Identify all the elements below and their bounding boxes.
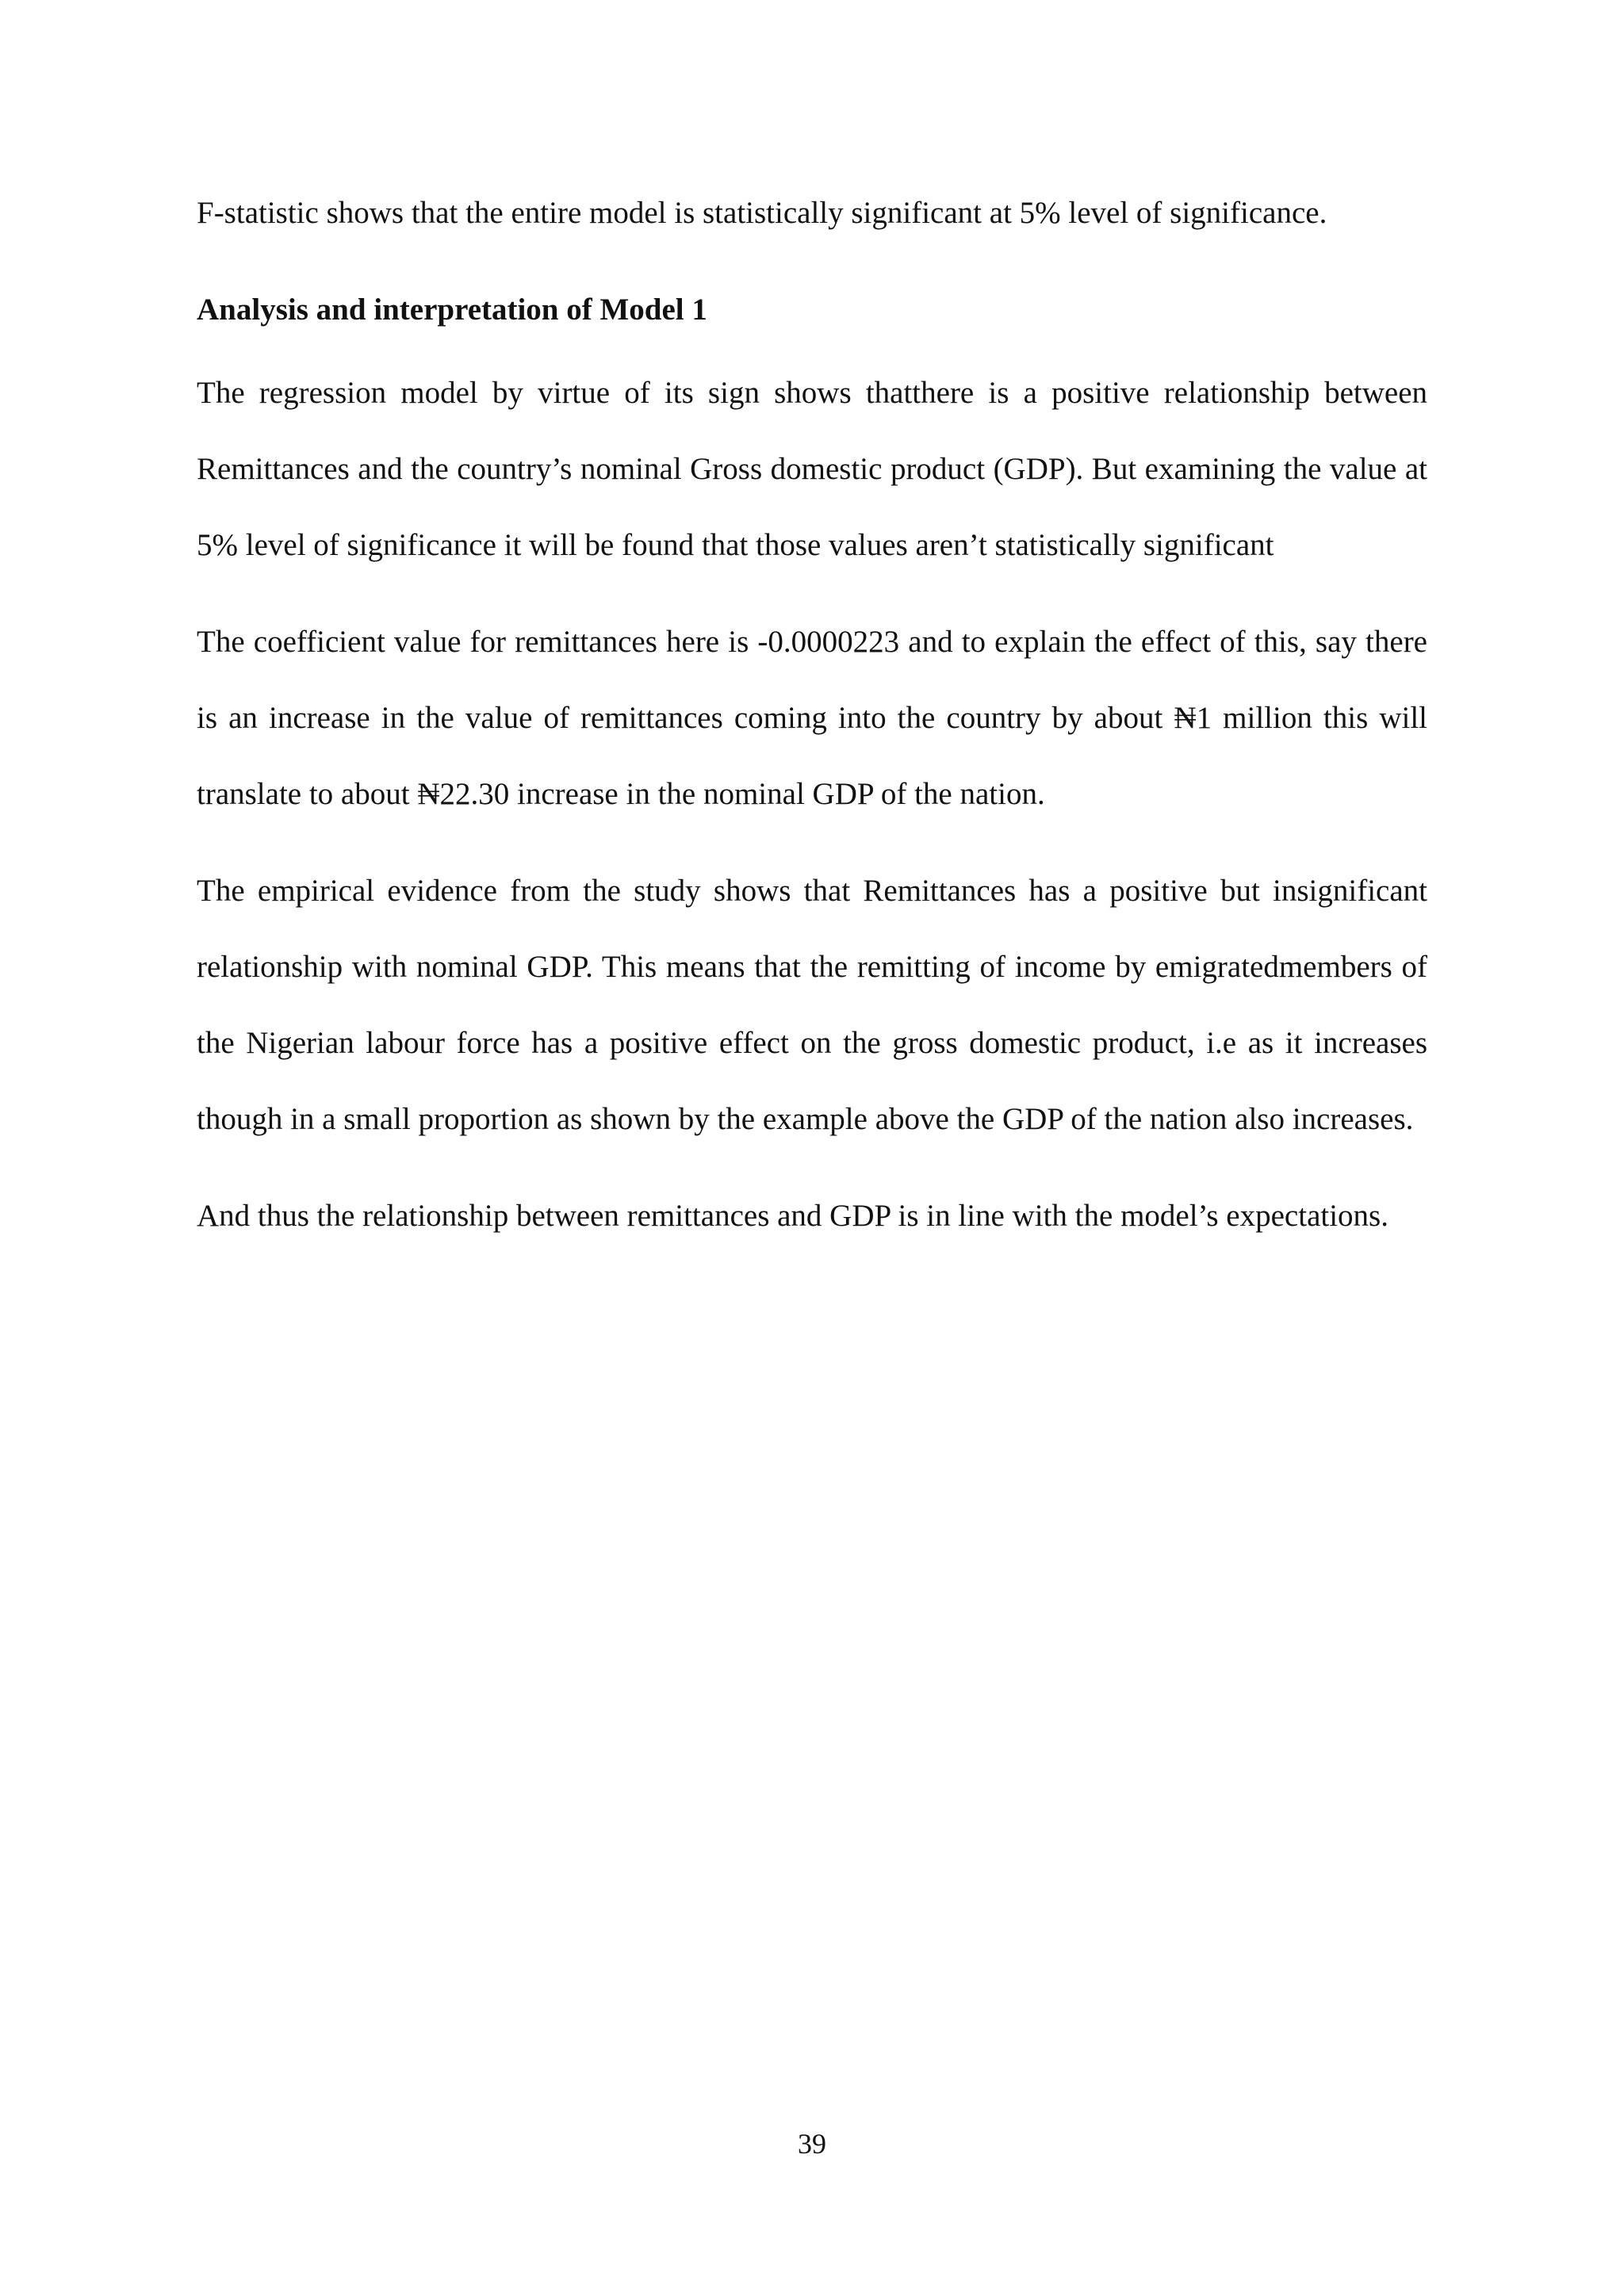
paragraph-empirical-evidence: The empirical evidence from the study shows that Remittances has a positive but insignificant relationship with nominal GDP. This means that the remitting of income by emigratedmembers of the Nigerian labour force has a positive effect on the gross domestic product, i.e as it increases though in a small proportion as shown by the example above the GDP of the nation also increases. [197,874,1427,1136]
paragraph-coefficient: The coefficient value for remittances here is -0.0000223 and to explain the effect of this, say there is an increase in the value of remittances coming into the country by about ₦1 million this will translate to about ₦22.30 increase in the nominal GDP of the nation. [197,625,1427,811]
paragraph-conclusion: And thus the relationship between remittances and GDP is in line with the model’s expectations. [197,1199,1388,1233]
paragraph-regression-sign: The regression model by virtue of its sign shows thatthere is a positive relationship between Remittances and the country’s nominal Gross domestic product (GDP). But examining the value at 5% level of significance it will be found that those values aren’t statistically significant [197,376,1427,562]
page-body [197,190,1427,1254]
intro-line: F-statistic shows that the entire model is statistically significant at 5% level of significance. [197,196,1327,230]
section-heading: Analysis and interpretation of Model 1 [197,293,707,327]
page-number: 39 [798,2128,826,2160]
